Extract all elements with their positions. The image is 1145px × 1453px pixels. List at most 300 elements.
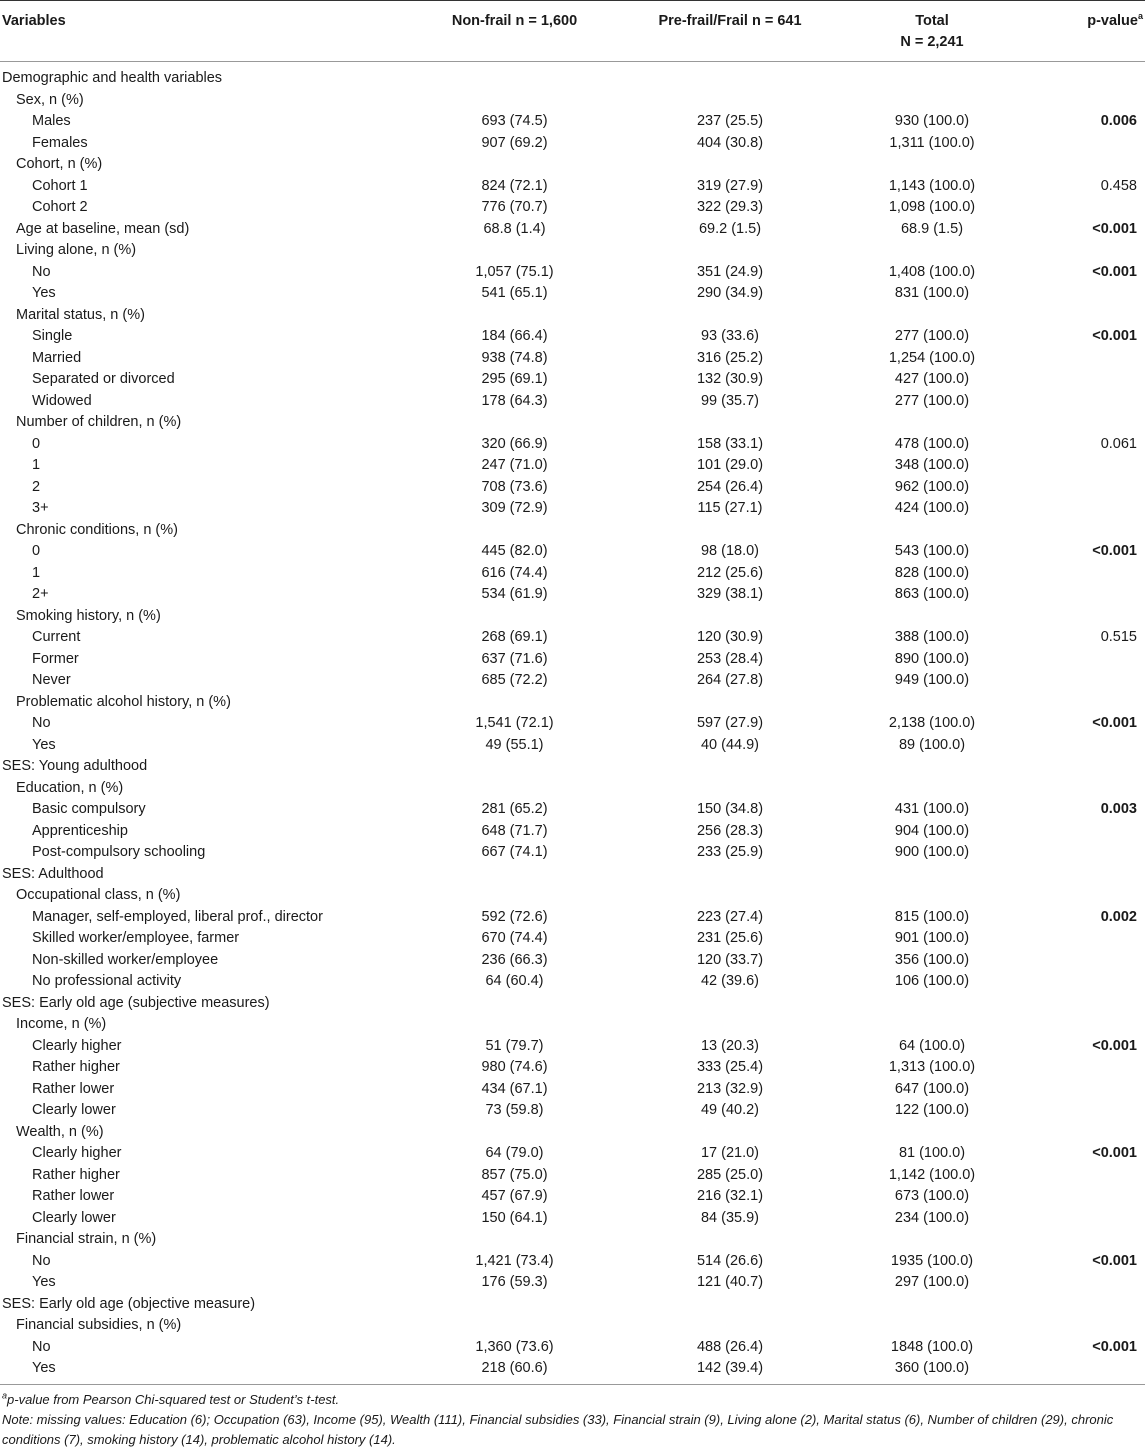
cell-frail: 404 (30.8) [696,134,764,151]
cell-pvalue: <0.001 [1092,543,1137,559]
table-row [0,1272,1145,1294]
row-label: Current [32,629,81,645]
cell-total: 1,313 (100.0) [888,1059,976,1075]
cell-total: 122 (100.0) [894,1102,970,1118]
cell-total [833,1122,1031,1144]
cell-frail [627,756,833,778]
cell-frail: 212 (25.6) [696,564,764,581]
table-row [0,477,1145,499]
cell-nonfrail [402,756,627,778]
cell-nonfrail: 218 (60.6) [481,1360,548,1376]
row-label: Apprenticeship [32,822,128,839]
cell-nonfrail: 776 (70.7) [481,199,548,215]
cell-frail: 150 (34.8) [696,801,764,817]
cell-frail: 98 (18.0) [700,543,760,559]
table-row [0,348,1145,370]
cell-pvalue: <0.001 [1092,1252,1137,1269]
cell-total: 1,311 (100.0) [889,134,975,151]
cell-total: 1,254 (100.0) [888,349,976,366]
header-total: Total N = 2,241 [900,13,964,50]
cell-pvalue [1031,993,1145,1015]
cell-frail: 158 (33.1) [696,435,764,452]
row-label: Clearly higher [32,1037,122,1054]
cell-nonfrail: 938 (74.8) [481,349,548,366]
cell-total [833,1294,1031,1316]
header-variables: Variables [2,13,66,29]
cell-frail [627,692,833,714]
row-label: Widowed [32,392,92,409]
table-row [0,62,1145,90]
cell-pvalue [1031,821,1145,843]
cell-nonfrail [402,154,627,176]
cell-frail [627,62,833,90]
cell-nonfrail: 150 (64.1) [481,1209,548,1226]
cell-nonfrail: 637 (71.6) [481,650,548,667]
row-label: Yes [32,736,56,753]
cell-pvalue [1031,391,1145,413]
row-label: Marital status, n (%) [16,306,145,323]
row-label: Sex, n (%) [16,91,84,108]
table-row [0,1014,1145,1036]
cell-pvalue [1031,90,1145,112]
cell-pvalue [1031,283,1145,305]
cell-pvalue [1031,756,1145,778]
row-label: Yes [32,1274,56,1290]
row-label: Yes [32,1360,56,1376]
cell-frail: 333 (25.4) [696,1059,764,1075]
cell-pvalue [1031,670,1145,692]
row-label: Rather lower [32,1188,115,1204]
table-row [0,928,1145,950]
cell-nonfrail: 685 (72.2) [481,672,548,688]
cell-pvalue [1031,197,1145,219]
header-nonfrail: Non-frail n = 1,600 [451,13,578,29]
table-row [0,1337,1145,1359]
cell-frail [627,90,833,112]
row-label: Occupational class, n (%) [16,887,181,903]
cell-frail [627,993,833,1015]
cell-total [833,756,1031,778]
table-row [0,1358,1145,1384]
cell-total: 1,142 (100.0) [888,1166,976,1183]
table-row [0,498,1145,520]
cell-total: 890 (100.0) [894,650,970,667]
cell-pvalue [1031,885,1145,907]
cell-total: 815 (100.0) [894,908,970,925]
header-pvalue: p-value$^a$ [1087,11,1143,29]
row-label: Never [32,672,71,688]
cell-total: 900 (100.0) [894,844,970,860]
cell-nonfrail: 693 (74.5) [481,113,548,129]
cell-frail: 351 (24.9) [696,263,764,280]
cell-frail [627,1122,833,1144]
cell-pvalue [1031,864,1145,886]
cell-nonfrail: 616 (74.4) [481,564,548,581]
row-label: Clearly higher [32,1145,122,1161]
row-label: No professional activity [32,973,182,989]
cell-frail [627,240,833,262]
cell-total [833,606,1031,628]
table-row [0,90,1145,112]
cell-total [833,154,1031,176]
cell-total: 1,098 (100.0) [888,199,976,215]
row-label: Age at baseline, mean (sd) [16,220,190,237]
table-row [0,133,1145,155]
cell-total: 543 (100.0) [894,543,970,559]
cell-frail: 132 (30.9) [696,371,764,387]
table-row [0,821,1145,843]
row-label: Financial strain, n (%) [16,1231,157,1247]
cell-total: 1,143 (100.0) [888,177,976,194]
cell-frail: 316 (25.2) [696,349,764,366]
table-footnotes [0,1385,1145,1450]
row-label: 1 [32,564,41,581]
cell-nonfrail: 980 (74.6) [481,1059,548,1075]
cell-nonfrail: 592 (72.6) [481,908,548,925]
cell-nonfrail: 1,421 (73.4) [475,1252,554,1269]
row-label: Cohort 2 [32,199,88,215]
row-label: Clearly lower [32,1102,116,1118]
cell-total: 2,138 (100.0) [888,715,976,731]
row-label: No [32,1338,51,1355]
cell-nonfrail: 1,541 (72.1) [475,715,554,731]
cell-pvalue [1031,520,1145,542]
cell-total [833,305,1031,327]
cell-nonfrail [402,90,627,112]
table-row [0,1100,1145,1122]
cell-pvalue: <0.001 [1092,715,1137,731]
row-label: Living alone, n (%) [16,242,137,258]
cell-total: 424 (100.0) [894,500,970,516]
table-row [0,520,1145,542]
cell-frail: 253 (28.4) [696,650,764,667]
cell-frail [627,1229,833,1251]
cell-pvalue [1031,1272,1145,1294]
cell-pvalue: <0.001 [1092,328,1137,344]
table-row [0,907,1145,929]
cell-frail: 40 (44.9) [700,736,760,753]
cell-pvalue [1031,412,1145,434]
cell-total [833,1315,1031,1337]
cell-nonfrail: 49 (55.1) [485,736,544,753]
cell-pvalue [1031,477,1145,499]
cell-nonfrail: 184 (66.4) [481,328,548,344]
cell-pvalue [1031,778,1145,800]
cell-frail [627,520,833,542]
row-label: 2 [32,478,41,495]
cell-pvalue [1031,62,1145,90]
footnote-missing-values: Note: missing values: Education (6); Occupation (63), Income (95), Wealth (111), Financial subsidies (33), Financial strain (9), Living alone (2), Marital status (6), Number of children (29), chronic conditions (7), smoking history (14), problematic alcohol history (14). [2,1411,1114,1447]
cell-pvalue [1031,1294,1145,1316]
row-label: Married [32,349,82,366]
cell-nonfrail [402,412,627,434]
cell-nonfrail: 1,057 (75.1) [475,263,554,280]
table-row [0,1208,1145,1230]
cell-frail: 99 (35.7) [700,392,760,409]
table-row [0,111,1145,133]
cell-frail [627,1315,833,1337]
row-label: Manager, self-employed, liberal prof., director [32,908,323,925]
cell-frail: 264 (27.8) [696,672,764,688]
cell-nonfrail [402,778,627,800]
cell-total: 64 (100.0) [898,1037,966,1054]
row-label: 2+ [32,586,49,602]
cell-nonfrail [402,864,627,886]
cell-pvalue [1031,305,1145,327]
cell-total [833,778,1031,800]
row-label: Demographic and health variables [2,70,223,86]
cell-total: 828 (100.0) [894,564,970,581]
cell-pvalue [1031,1229,1145,1251]
row-label: SES: Early old age (subjective measures) [2,994,270,1011]
table-row [0,541,1145,563]
cell-nonfrail: 73 (59.8) [485,1102,544,1118]
cell-pvalue [1031,1186,1145,1208]
header-frail: Pre-frail/Frail n = 641 [658,13,802,29]
cell-nonfrail [402,62,627,90]
cell-frail [627,305,833,327]
cell-pvalue [1031,455,1145,477]
cell-nonfrail: 281 (65.2) [481,801,548,817]
cell-total [833,240,1031,262]
table-row [0,326,1145,348]
cell-total [833,412,1031,434]
cell-pvalue [1031,563,1145,585]
cell-pvalue [1031,154,1145,176]
table-row [0,1251,1145,1273]
table-row [0,842,1145,864]
cell-nonfrail: 445 (82.0) [481,543,548,559]
cell-frail: 319 (27.9) [696,177,764,194]
cell-pvalue: <0.001 [1092,220,1137,237]
cell-total: 431 (100.0) [894,801,970,817]
row-label: Smoking history, n (%) [16,607,161,624]
cell-total: 234 (100.0) [894,1209,970,1226]
cell-total [833,1014,1031,1036]
cell-pvalue: 0.006 [1100,113,1137,129]
row-label: 1 [32,457,41,473]
cell-pvalue [1031,240,1145,262]
row-label: Skilled worker/employee, farmer [32,930,240,946]
cell-nonfrail [402,1229,627,1251]
cell-pvalue [1031,1079,1145,1101]
cell-total: 949 (100.0) [894,672,970,688]
table-row [0,649,1145,671]
row-label: Number of children, n (%) [16,414,182,430]
table-row [0,1122,1145,1144]
footnote-a: $^a$p-value from Pearson Chi-squared test or Student’s t-test. [2,1390,340,1407]
cell-nonfrail: 667 (74.1) [481,844,548,860]
cell-total: 1,408 (100.0) [888,263,976,280]
row-label: Rather higher [32,1059,120,1075]
row-label: Yes [32,285,56,301]
cell-frail: 514 (26.6) [696,1252,764,1269]
cell-total [833,993,1031,1015]
table-row [0,885,1145,907]
cell-pvalue [1031,1315,1145,1337]
cell-nonfrail [402,606,627,628]
cell-total: 360 (100.0) [894,1360,970,1376]
cell-frail [627,778,833,800]
table-row [0,735,1145,757]
cell-pvalue: <0.001 [1092,1037,1137,1054]
row-label: Rather lower [32,1080,115,1097]
cell-nonfrail: 457 (67.9) [481,1188,548,1204]
cell-nonfrail: 708 (73.6) [481,478,548,495]
table-row [0,262,1145,284]
cell-frail: 233 (25.9) [696,844,764,860]
cell-pvalue: 0.003 [1100,801,1137,817]
cell-nonfrail: 236 (66.3) [481,951,548,968]
row-label: No [32,715,51,731]
cell-nonfrail: 857 (75.0) [481,1166,548,1183]
cell-total: 427 (100.0) [894,371,970,387]
table-row [0,1057,1145,1079]
row-label: Cohort 1 [32,177,88,194]
cell-total [833,692,1031,714]
cell-total [833,864,1031,886]
row-label: Income, n (%) [16,1016,107,1032]
cell-nonfrail [402,240,627,262]
cell-frail: 231 (25.6) [696,930,764,946]
row-label: Females [32,134,88,151]
cell-frail: 329 (38.1) [696,586,764,602]
table-row [0,1229,1145,1251]
cell-nonfrail: 178 (64.3) [481,392,548,409]
cell-frail: 322 (29.3) [696,199,764,215]
cell-nonfrail: 64 (60.4) [485,973,544,989]
cell-nonfrail [402,1122,627,1144]
cell-frail [627,1014,833,1036]
table-row [0,197,1145,219]
cell-nonfrail: 541 (65.1) [481,285,548,301]
cell-total: 673 (100.0) [894,1188,970,1204]
cell-nonfrail: 434 (67.1) [481,1080,548,1097]
cell-frail: 120 (30.9) [696,629,764,645]
cell-frail [627,606,833,628]
cell-pvalue [1031,1014,1145,1036]
row-label: Separated or divorced [32,371,175,387]
table-row [0,1079,1145,1101]
cell-frail: 213 (32.9) [696,1080,764,1097]
table-row [0,1036,1145,1058]
cell-frail [627,885,833,907]
cell-total [833,62,1031,90]
table-row [0,219,1145,241]
cell-total: 930 (100.0) [894,113,970,129]
cell-frail: 69.2 (1.5) [698,220,762,237]
row-label: SES: Young adulthood [2,758,148,774]
cell-frail [627,412,833,434]
table-row [0,283,1145,305]
cell-nonfrail [402,1014,627,1036]
table-row [0,455,1145,477]
row-label: Problematic alcohol history, n (%) [16,693,231,710]
cell-frail: 254 (26.4) [696,478,764,495]
row-label: Financial subsidies, n (%) [16,1317,182,1333]
table-row [0,756,1145,778]
cell-pvalue [1031,369,1145,391]
cell-pvalue: <0.001 [1092,263,1137,280]
table-row [0,391,1145,413]
row-label: Basic compulsory [32,801,146,817]
cell-total: 1935 (100.0) [890,1252,974,1269]
table-row [0,950,1145,972]
cell-nonfrail [402,692,627,714]
cell-pvalue [1031,1057,1145,1079]
cell-nonfrail: 670 (74.4) [481,930,548,946]
cell-total: 478 (100.0) [894,435,970,452]
row-label: Non-skilled worker/employee [32,951,219,968]
cell-frail: 597 (27.9) [696,715,764,731]
table-row [0,799,1145,821]
cell-frail [627,1294,833,1316]
cell-nonfrail [402,1315,627,1337]
cell-pvalue [1031,606,1145,628]
table-row [0,864,1145,886]
cell-nonfrail [402,1294,627,1316]
cell-total: 106 (100.0) [894,973,970,989]
cell-pvalue [1031,692,1145,714]
table-row [0,412,1145,434]
cell-pvalue [1031,133,1145,155]
cell-nonfrail [402,305,627,327]
table-row [0,993,1145,1015]
cell-nonfrail: 907 (69.2) [481,134,548,151]
cell-pvalue [1031,1165,1145,1187]
cell-pvalue: <0.001 [1092,1145,1137,1161]
cell-nonfrail: 68.8 (1.4) [483,220,546,237]
row-label: Former [32,650,79,667]
cell-frail: 142 (39.4) [696,1360,764,1376]
table-body [0,62,1145,1385]
cell-nonfrail: 176 (59.3) [481,1274,548,1290]
cell-pvalue [1031,928,1145,950]
cell-nonfrail: 309 (72.9) [481,500,548,516]
table-row [0,778,1145,800]
table-row [0,434,1145,456]
cell-pvalue [1031,1122,1145,1144]
cell-pvalue [1031,842,1145,864]
cell-total [833,520,1031,542]
cell-nonfrail: 64 (79.0) [485,1145,544,1161]
cell-total: 904 (100.0) [894,822,970,839]
cell-nonfrail: 295 (69.1) [481,371,548,387]
cell-pvalue: 0.002 [1100,908,1137,925]
table-row [0,713,1145,735]
row-label: 0 [32,435,41,452]
table-row [0,1165,1145,1187]
cell-pvalue [1031,348,1145,370]
cell-pvalue [1031,971,1145,993]
cell-nonfrail: 534 (61.9) [481,586,548,602]
cell-total: 81 (100.0) [898,1145,966,1161]
cell-total: 962 (100.0) [894,478,970,495]
table-row [0,627,1145,649]
cell-pvalue [1031,1358,1145,1384]
table-row [0,563,1145,585]
row-label: No [32,263,51,280]
row-label: Rather higher [32,1166,120,1183]
table-row [0,670,1145,692]
cell-total [833,90,1031,112]
cell-pvalue [1031,735,1145,757]
cell-frail: 84 (35.9) [700,1209,760,1226]
cell-frail [627,154,833,176]
cell-pvalue: 0.458 [1100,177,1137,194]
cell-total: 356 (100.0) [894,951,970,968]
cell-total: 89 (100.0) [898,736,966,753]
